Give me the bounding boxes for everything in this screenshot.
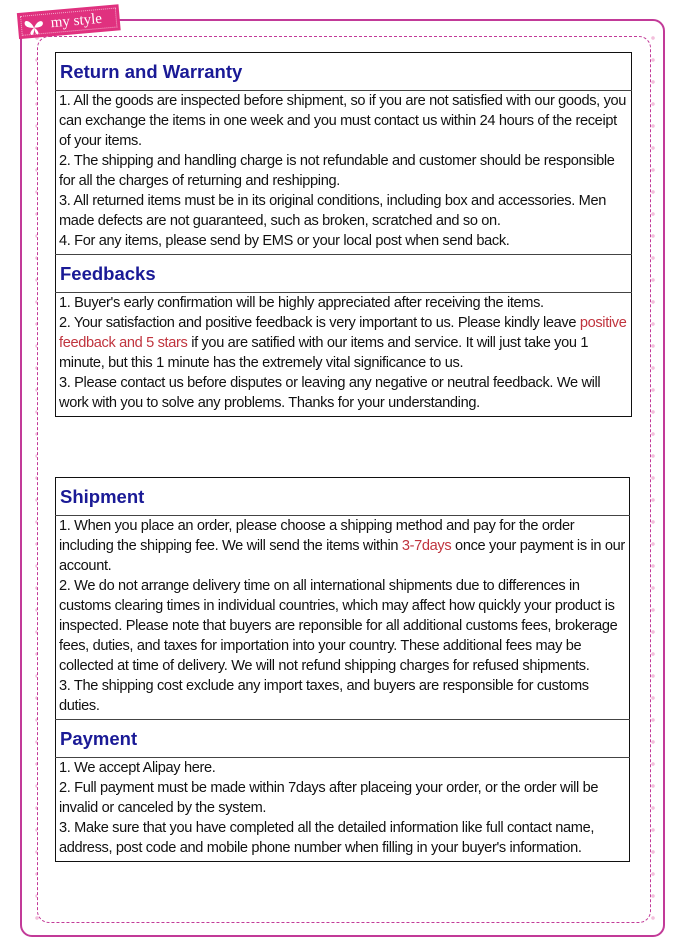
return-warranty-body <box>56 91 632 255</box>
feedback-item-2-text-end: if you are satified with our items and service. It will just take you 1 minute, but this 1 minute has the extremely vital significance to us. <box>59 335 589 371</box>
shipment-heading: Shipment <box>60 486 145 507</box>
butterfly-icon <box>22 15 46 39</box>
feedback-highlight: positive feedback and 5 stars <box>59 315 627 351</box>
shipment-item-2: 2. We do not arrange delivery time on all international shipments due to differences in customs clearing times in individual countries, which may affect how quickly your product is inspected. Please note that buyers are reponsible for all additional customs fees, brokerage fees, duties, and taxes for importation into your country. These additional fees may be collected at time of delivery. We will not refund shipping charges for refused shipments. <box>59 578 618 674</box>
return-item-4: 4. For any items, please send by EMS or your local post when send back. <box>59 233 510 249</box>
payment-body <box>56 758 630 862</box>
feedbacks-body <box>56 293 632 417</box>
feedbacks-heading: Feedbacks <box>56 255 632 293</box>
feedback-item-3: 3. Please contact us before disputes or leaving any negative or neutral feedback. We will work with you to solve any problems. Thanks for your understanding. <box>59 375 601 411</box>
payment-item-1: 1. We accept Alipay here. <box>59 760 216 776</box>
ribbon-label: my style <box>50 10 103 31</box>
feedback-item-2 <box>59 313 628 373</box>
return-feedback-table <box>55 52 632 417</box>
return-item-3: 3. All returned items must be in its original conditions, including box and accessories. Men made defects are not guaranteed, such as broken, scratched and so on. <box>59 193 606 229</box>
payment-heading: Payment <box>56 720 630 758</box>
feedback-item-1: 1. Buyer's early confirmation will be highly appreciated after receiving the items. <box>59 295 544 311</box>
return-warranty-heading: Return and Warranty <box>60 61 243 82</box>
payment-item-2: 2. Full payment must be made within 7days after placeing your order, or the order will be invalid or canceled by the system. <box>59 780 599 816</box>
payment-item-3: 3. Make sure that you have completed all the detailed information like full contact name, address, post code and mobile phone number when filling in your buyer's information. <box>59 820 595 856</box>
return-item-1: 1. All the goods are inspected before shipment, so if you are not satisfied with our goods, you can exchange the items in one week and you must contact us within 24 hours of the receipt of your items. <box>59 93 627 149</box>
shipment-body <box>56 516 630 720</box>
shipment-item-3: 3. The shipping cost exclude any import taxes, and buyers are responsible for customs duties. <box>59 678 589 714</box>
shipment-item-1-text-end: once your payment is in our account. <box>59 538 625 574</box>
shipment-days-highlight: 3-7days <box>401 538 452 554</box>
shipment-payment-table <box>55 477 630 862</box>
shipment-item-1-text: 1. When you place an order, please choose a shipping method and pay for the order including the shipping fee. We will send the items within <box>59 518 575 554</box>
return-item-2: 2. The shipping and handling charge is not refundable and customer should be responsible for all the charges of returning and reshipping. <box>59 153 615 189</box>
shipment-item-1 <box>59 516 626 576</box>
feedback-item-2-text: 2. Your satisfaction and positive feedback is very important to us. Please kindly leave <box>59 315 580 331</box>
